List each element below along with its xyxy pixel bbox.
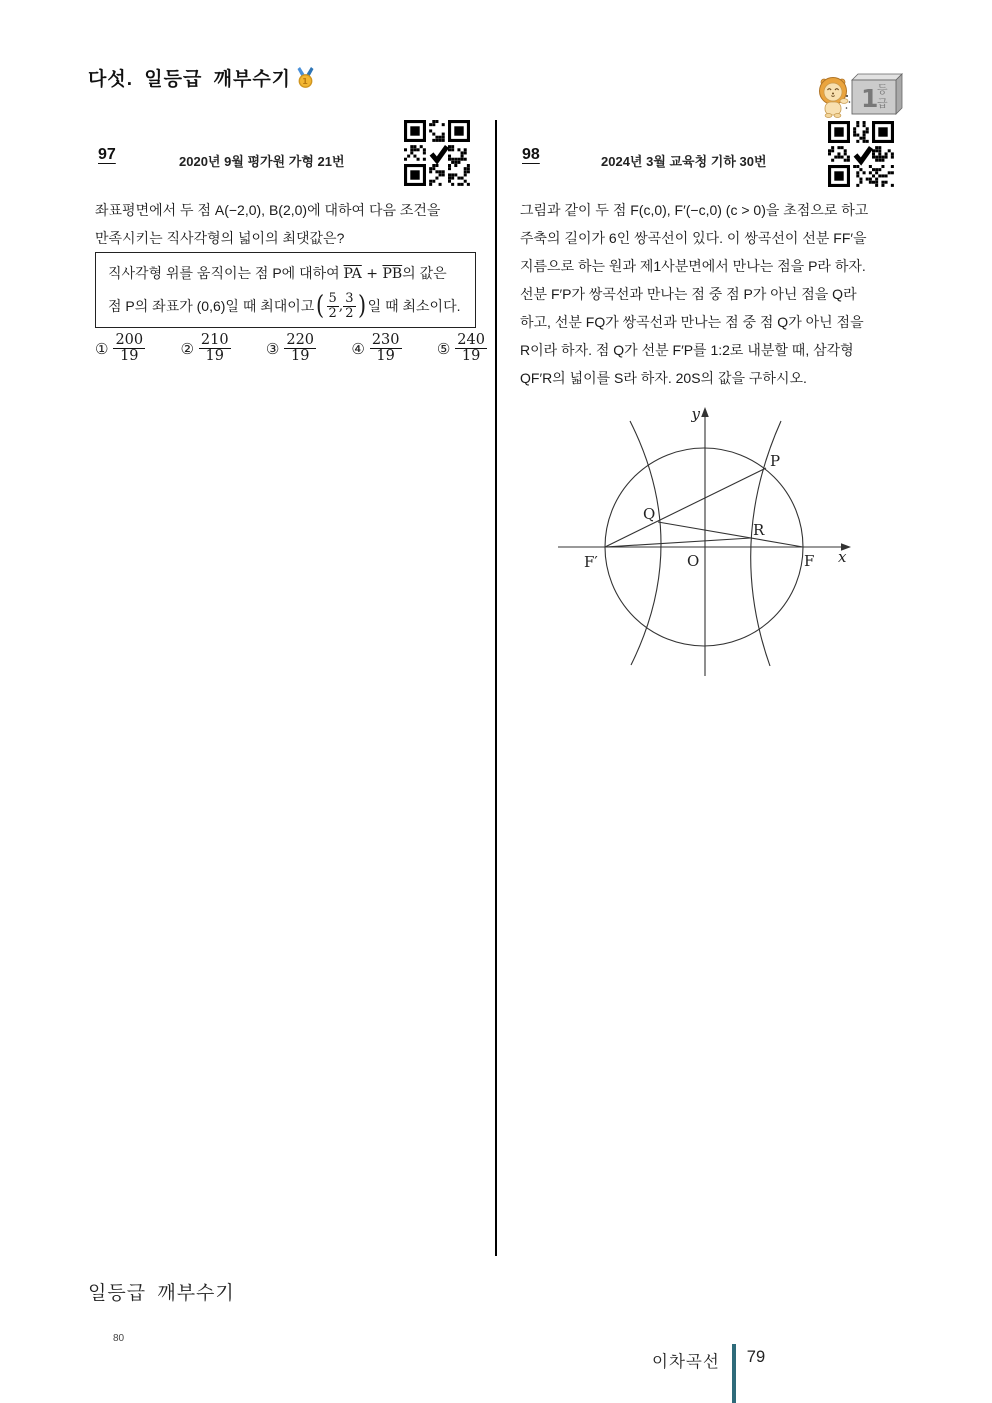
hyperbola-left-branch <box>630 421 661 665</box>
choice-1-value: $\frac{200}{19}$ <box>115 332 144 365</box>
footer-chapter: 이차곡선 <box>652 1353 720 1371</box>
cond-l1-post: 의 값은 <box>402 265 447 281</box>
fraction-5-2: $\frac{5}{2}$ <box>328 290 337 321</box>
column-divider <box>495 120 497 1256</box>
label-f: F <box>804 552 815 570</box>
p98-line-1: 그림과 같이 두 점 F(c,0), F′(−c,0) (c > 0)을 초점으로 하고 <box>520 202 869 218</box>
segment-PB: $\overline{PB}$ <box>382 266 403 282</box>
problem-98-source: 2024년 3월 교육청 기하 30번 <box>601 154 767 169</box>
footer-right <box>652 1344 765 1403</box>
svg-text:1: 1 <box>302 77 309 87</box>
circled-3: ③ <box>265 339 280 358</box>
problem-97-source: 2020년 9월 평가원 가형 21번 <box>179 154 345 169</box>
lion-body <box>825 102 841 115</box>
choice-1 <box>95 333 145 364</box>
label-x: x <box>838 548 847 566</box>
choice-2-value: $\frac{210}{19}$ <box>200 332 229 365</box>
cond-l1-pre: 직사각형 위를 움직이는 점 P에 대하여 <box>108 265 344 281</box>
badge-big-digit: 1 <box>861 84 879 113</box>
lion-face <box>824 83 842 101</box>
cond-l2-post: 일 때 최소이다. <box>367 297 461 314</box>
block-side <box>896 74 902 114</box>
label-origin: O <box>687 552 700 570</box>
p97-line-1: 좌표평면에서 두 점 A(−2,0), B(2,0)에 대하여 다음 조건을 <box>95 202 441 218</box>
p98-line-4: 선분 F′P가 쌍곡선과 만나는 점 중 점 P가 아닌 점을 Q라 <box>520 286 857 302</box>
circled-5: ⑤ <box>436 339 451 358</box>
footer-page-right: 79 <box>746 1348 766 1366</box>
lion-grade-badge-illustration <box>816 70 906 122</box>
segment-Fprime-P <box>605 468 766 547</box>
problem-97-text <box>95 196 490 252</box>
segment-PA: $\overline{PA}$ <box>343 266 362 282</box>
p98-line-6: R이라 하자. 점 Q가 선분 F′P를 1:2로 내분할 때, 삼각형 <box>520 342 854 358</box>
p97-line-2: 만족시키는 직사각형의 넓이의 최댓값은? <box>95 230 345 246</box>
cond-l2-pre: 점 P의 좌표가 (0,6)일 때 최대이고 <box>108 297 315 314</box>
label-r: R <box>753 521 765 539</box>
p98-line-3: 지름으로 하는 원과 제1사분면에서 만나는 점을 P라 하자. <box>520 258 866 274</box>
circled-1: ① <box>95 339 109 358</box>
y-axis-arrow <box>701 407 709 417</box>
choice-3-value: $\frac{220}{19}$ <box>286 332 315 365</box>
answer-choices <box>95 333 487 364</box>
section-header <box>88 64 314 91</box>
condition-line-2 <box>108 288 463 324</box>
label-q: Q <box>643 505 656 523</box>
p98-line-2: 주축의 길이가 6인 쌍곡선이 있다. 이 쌍곡선이 선분 FF′을 <box>520 230 867 246</box>
choice-4 <box>351 333 401 364</box>
problem-98-number: 98 <box>522 146 540 163</box>
problem-98-text <box>520 196 930 392</box>
segment-Q-F <box>658 522 803 547</box>
choice-4-value: $\frac{230}{19}$ <box>371 332 400 365</box>
choice-2 <box>180 333 230 364</box>
badge-small-top: 등 <box>877 84 888 96</box>
cond-plus: + <box>361 266 383 282</box>
qr-code-icon <box>828 120 894 188</box>
problem-97-number: 97 <box>98 146 116 163</box>
label-p: P <box>770 452 781 470</box>
left-paren: ( <box>316 290 325 321</box>
p98-line-7: QF′R의 넓이를 S라 하자. 20S의 값을 구하시오. <box>520 370 807 386</box>
choice-5 <box>437 333 487 364</box>
qr-code-icon <box>404 118 470 188</box>
circled-4: ④ <box>351 339 365 358</box>
double-bar-divider <box>732 1344 736 1403</box>
condition-box <box>95 252 476 328</box>
hyperbola-circle-figure <box>553 403 865 685</box>
choice-3 <box>266 333 316 364</box>
right-paren: ) <box>357 290 366 321</box>
condition-line-1 <box>108 260 463 288</box>
p98-line-5: 하고, 선분 FQ가 쌍곡선과 만나는 점 중 점 Q가 아닌 점을 <box>520 314 864 330</box>
segment-Fprime-R <box>605 538 751 547</box>
label-f-prime: F′ <box>584 553 598 571</box>
section-title: 다섯. 일등급 깨부수기 <box>88 69 292 90</box>
circled-2: ② <box>180 339 194 358</box>
cond-comma: , <box>338 297 344 314</box>
fraction-3-2: $\frac{3}{2}$ <box>345 290 354 321</box>
first-place-medal-icon <box>297 67 314 88</box>
block-top <box>852 74 902 80</box>
footer-page-left: 80 <box>113 1333 125 1344</box>
choice-5-value: $\frac{240}{19}$ <box>457 332 485 365</box>
badge-small-bottom: 급 <box>877 98 888 110</box>
footer-brand: 일등급 깨부수기 <box>88 1283 235 1304</box>
label-y: y <box>691 405 700 423</box>
